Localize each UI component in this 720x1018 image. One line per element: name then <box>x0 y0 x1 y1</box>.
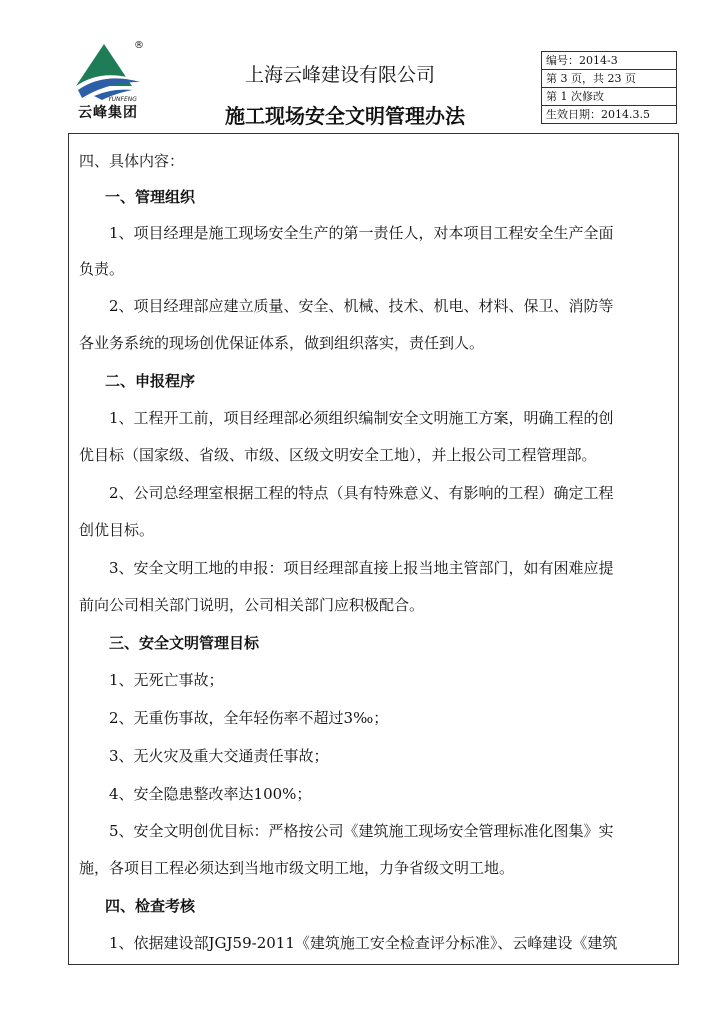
document-body <box>68 133 679 965</box>
subsection-heading: 三、安全文明管理目标 <box>109 634 260 652</box>
page-count: 第 3 页，共 23 页 <box>542 70 676 88</box>
document-title: 施工现场安全文明管理办法 <box>225 104 465 128</box>
list-item: 1、无死亡事故； <box>109 671 224 689</box>
paragraph-line: 施，各项目工程必须达到当地市级文明工地，力争省级文明工地。 <box>79 859 515 877</box>
paragraph-line: 负责。 <box>79 260 125 278</box>
doc-number: 编号：2014-3 <box>542 52 676 70</box>
paragraph-line: 2、公司总经理室根据工程的特点（具有特殊意义、有影响的工程）确定工程 <box>109 484 614 502</box>
list-item: 2、无重伤事故，全年轻伤率不超过3‰； <box>109 709 389 727</box>
paragraph-line: 优目标（国家级、省级、市级、区级文明安全工地），并上报公司工程管理部。 <box>79 446 597 464</box>
subsection-heading: 一、管理组织 <box>105 188 196 206</box>
paragraph-line: 前向公司相关部门说明，公司相关部门应积极配合。 <box>79 596 425 614</box>
paragraph-line: 创优目标。 <box>79 521 155 539</box>
list-item: 3、无火灾及重大交通责任事故； <box>109 747 329 765</box>
paragraph-line: 5、安全文明创优目标：严格按公司《建筑施工现场安全管理标准化图集》实 <box>109 822 614 840</box>
list-item: 4、安全隐患整改率达100%； <box>109 785 312 803</box>
document-info-box <box>541 51 677 124</box>
effective-date: 生效日期：2014.3.5 <box>546 108 650 121</box>
paragraph-line: 各业务系统的现场创优保证体系，做到组织落实，责任到人。 <box>79 334 485 352</box>
subsection-heading: 二、申报程序 <box>105 372 196 390</box>
company-name: 上海云峰建设有限公司 <box>244 64 435 86</box>
paragraph-line: 1、依据建设部JGJ59-2011《建筑施工安全检查评分标准》、云峰建设《建筑 <box>109 934 618 952</box>
company-logo <box>72 42 152 120</box>
revision: 第 1 次修改 <box>542 88 676 106</box>
mountain-logo-icon <box>72 42 142 100</box>
paragraph-line: 3、安全文明工地的申报：项目经理部直接上报当地主管部门，如有困难应提 <box>109 559 614 577</box>
logo-brand-name: 云峰集团 <box>78 105 138 121</box>
paragraph-line: 2、项目经理部应建立质量、安全、机械、技术、机电、材料、保卫、消防等 <box>109 297 614 315</box>
subsection-heading: 四、检查考核 <box>105 897 196 915</box>
paragraph-line: 1、项目经理是施工现场安全生产的第一责任人，对本项目工程安全生产全面 <box>109 224 614 242</box>
logo-english-text: YUNFENG <box>108 96 137 103</box>
section-heading: 四、具体内容： <box>79 152 185 170</box>
paragraph-line: 1、工程开工前，项目经理部必须组织编制安全文明施工方案，明确工程的创 <box>109 409 614 427</box>
registered-mark: ® <box>134 40 144 51</box>
